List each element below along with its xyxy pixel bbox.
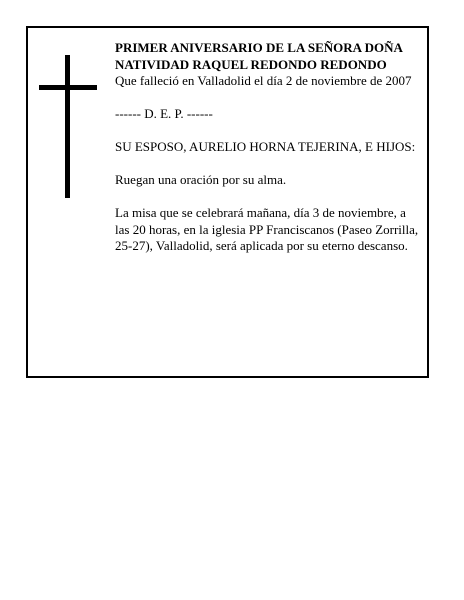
notice-text-block (115, 40, 423, 255)
spacer (115, 90, 423, 107)
notice-title: PRIMER ANIVERSARIO DE LA SEÑORA DOÑA NATIVIDAD RAQUEL REDONDO REDONDO (115, 40, 403, 72)
cross-horizontal-bar (39, 85, 97, 90)
spacer (115, 156, 423, 173)
spacer (115, 189, 423, 206)
family-line: SU ESPOSO, AURELIO HORNA TEJERINA, E HIJOS: (115, 139, 416, 154)
obituary-notice-frame (26, 26, 429, 378)
prayer-request: Ruegan una oración por su alma. (115, 172, 287, 187)
cross-vertical-bar (65, 55, 70, 198)
death-date-line: Que falleció en Valladolid el día 2 de noviembre de 2007 (115, 73, 412, 88)
spacer (115, 123, 423, 140)
rip-line: ------ D. E. P. ------ (115, 106, 213, 121)
mass-details: La misa que se celebrará mañana, día 3 de noviembre, a las 20 horas, en la iglesia PP Franciscanos (Paseo Zorrilla, 25-27), Valladolid, será aplicada por su eterno descanso. (115, 205, 419, 253)
